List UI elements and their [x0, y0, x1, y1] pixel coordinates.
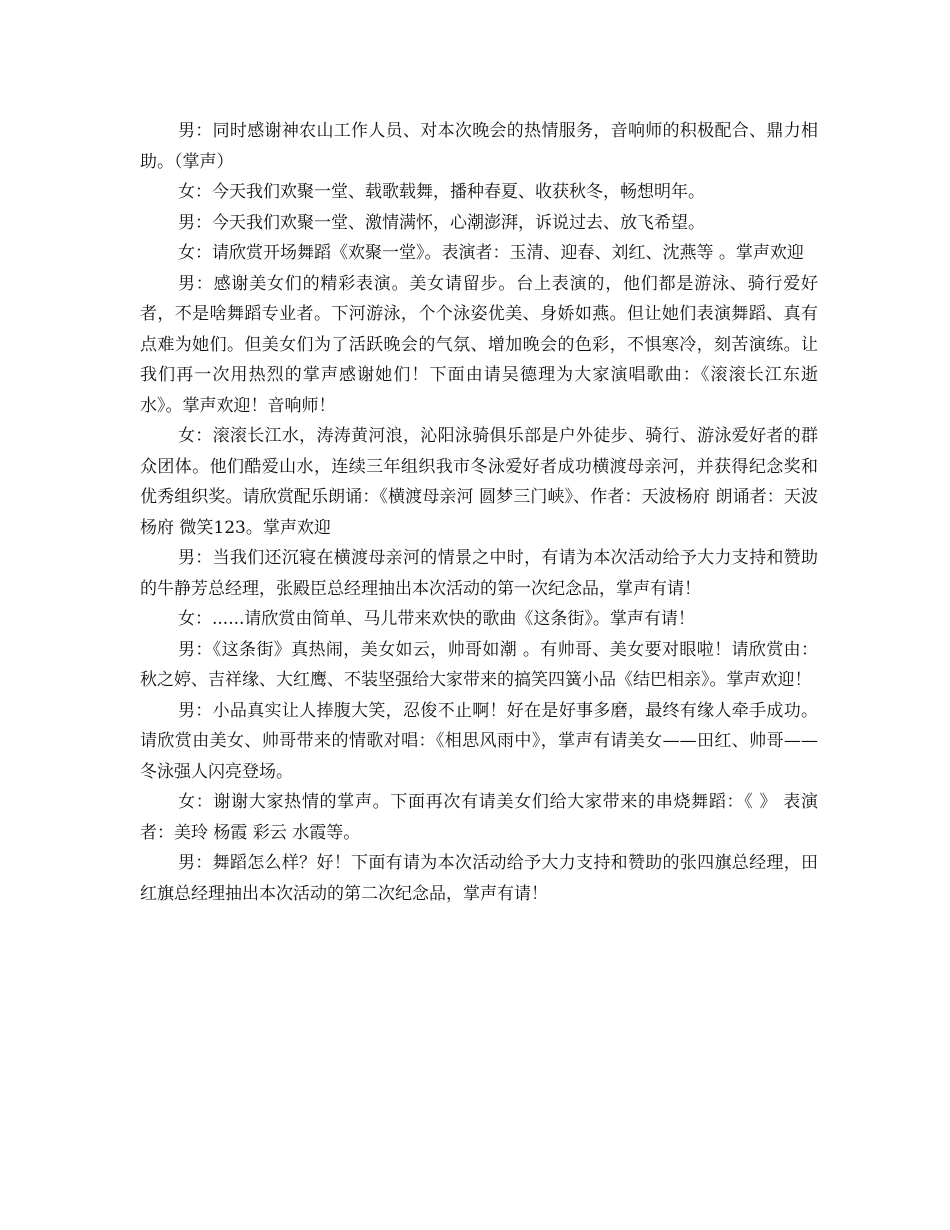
paragraph-1: 男：同时感谢神农山工作人员、对本次晚会的热情服务，音响师的积极配合、鼎力相助。（掌声）: [140, 121, 818, 172]
paragraph-6: 女：滚滚长江水，涛涛黄河浪，沁阳泳骑俱乐部是户外徒步、骑行、游泳爱好者的群众团体。他们酷爱山水，连续三年组织我市冬泳爱好者成功横渡母亲河，并获得纪念奖和优秀组织奖。请欣赏配乐朗诵：《横渡母亲河 圆梦三门峡》、作者：天波杨府 朗诵者：天波杨府 微笑123。掌声欢迎: [140, 426, 818, 538]
paragraph-11: 女：谢谢大家热情的掌声。下面再次有请美女们给大家带来的串烧舞蹈：《 》 表演者：美玲 杨霞 彩云 水霞等。: [140, 792, 818, 843]
paragraph-5: 男：感谢美女们的精彩表演。美女请留步。台上表演的，他们都是游泳、骑行爱好者，不是啥舞蹈专业者。下河游泳，个个泳姿优美、身娇如燕。但让她们表演舞蹈、真有点难为她们。但美女们为了活跃晚会的气氛、增加晚会的色彩，不惧寒冷，刻苦演练。让我们再一次用热烈的掌声感谢她们！下面由请吴德理为大家演唱歌曲：《滚滚长江东逝水》。掌声欢迎！音响师！: [140, 273, 818, 416]
paragraph-8: 女：......请欣赏由简单、马儿带来欢快的歌曲《这条街》。掌声有请！: [178, 609, 695, 629]
paragraph-3: 男：今天我们欢聚一堂、激情满怀，心潮澎湃，诉说过去、放飞希望。: [178, 212, 705, 233]
paragraph-4: 女：请欣赏开场舞蹈《欢聚一堂》。表演者：玉清、迎春、刘红、沈燕等 。掌声欢迎: [178, 243, 804, 263]
paragraph-12: 男：舞蹈怎么样？好！下面有请为本次活动给予大力支持和赞助的张四旗总经理，田红旗总经理抽出本次活动的第二次纪念品，掌声有请！: [140, 853, 818, 904]
paragraph-7: 男：当我们还沉寝在横渡母亲河的情景之中时，有请为本次活动给予大力支持和赞助的牛静芳总经理，张殿臣总经理抽出本次活动的第一次纪念品，掌声有请！: [140, 548, 818, 599]
document-body: [140, 116, 818, 909]
paragraph-9: 男：《这条街》真热闹，美女如云，帅哥如潮 。有帅哥、美女要对眼啦！请欣赏由：秋之婷、吉祥缘、大红鹰、不装坚强给大家带来的搞笑四簧小品《结巴相亲》。掌声欢迎！: [140, 639, 818, 690]
paragraph-2: 女：今天我们欢聚一堂、载歌载舞，播种春夏、收获秋冬，畅想明年。: [178, 182, 705, 202]
paragraph-10: 男：小品真实让人捧腹大笑，忍俊不止啊！好在是好事多磨，最终有缘人牵手成功。请欣赏由美女、帅哥带来的情歌对唱：《相思风雨中》，掌声有请美女——田红、帅哥——冬泳强人闪亮登场。: [140, 700, 818, 782]
